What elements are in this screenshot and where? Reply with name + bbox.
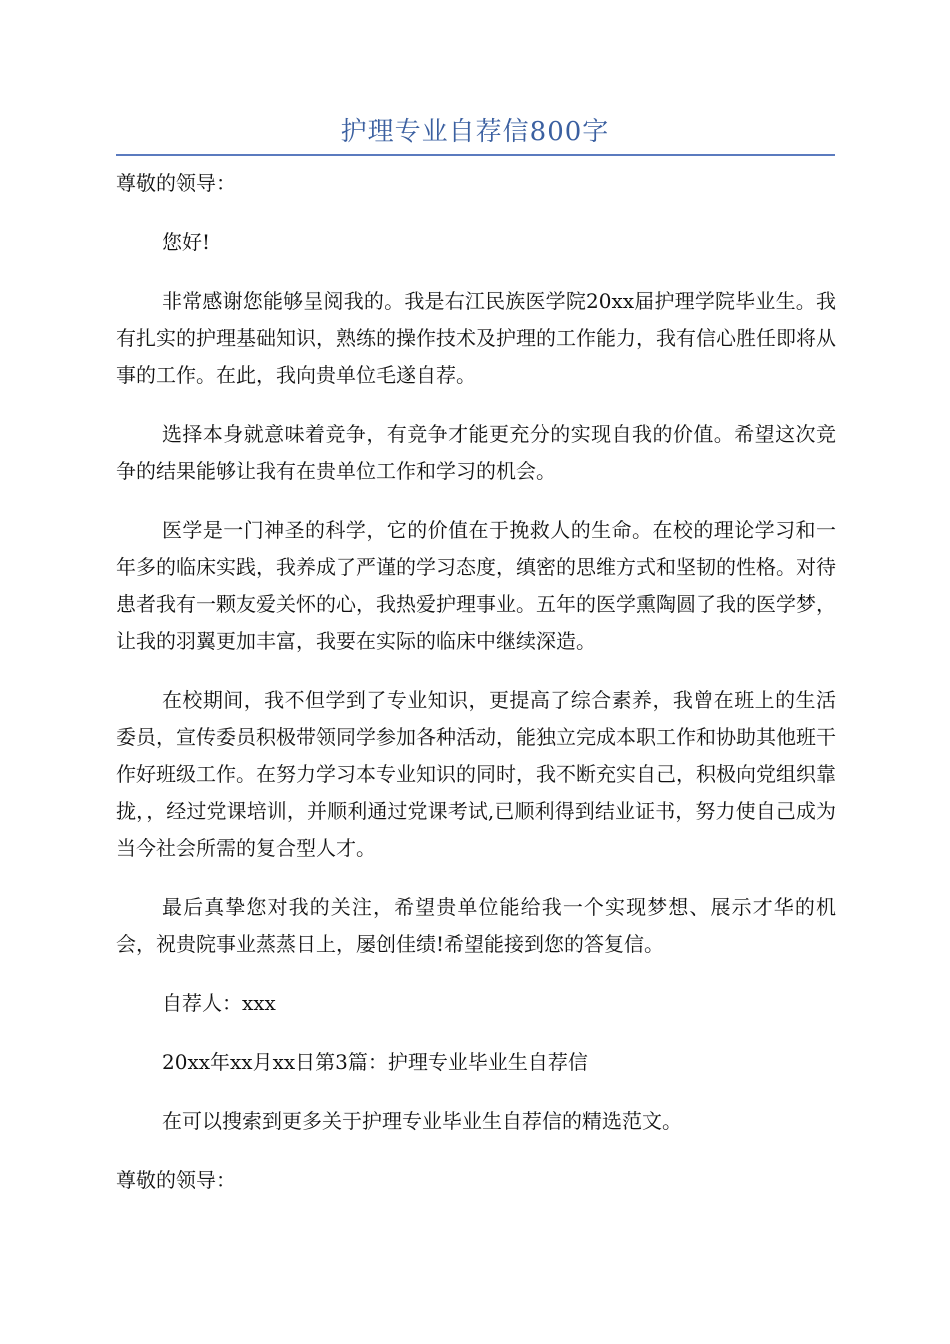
salutation-second: 尊敬的领导： (116, 1168, 236, 1192)
paragraph: 非常感谢您能够呈阅我的。我是右江民族医学院20xx届护理学院毕业生。我有扎实的护理基础知识，熟练的操作技术及护理的工作能力，我有信心胜任即将从事的工作。在此，我向贵单位毛遂自荐。 (116, 289, 836, 387)
date-line: 20xx年xx月xx日第3篇：护理专业毕业生自荐信 (162, 1050, 588, 1074)
salutation: 尊敬的领导： (116, 171, 236, 195)
document-title: 护理专业自荐信800字 (340, 117, 610, 147)
letter-body (116, 150, 836, 1199)
note-line: 在可以搜索到更多关于护理专业毕业生自荐信的精选范文。 (162, 1109, 682, 1133)
paragraph: 在校期间，我不但学到了专业知识，更提高了综合素养，我曾在班上的生活委员，宣传委员积极带领同学参加各种活动，能独立完成本职工作和协助其他班干作好班级工作。在努力学习本专业知识的同时，我不断充实自己，积极向党组织靠拢，，经过党课培训，并顺利通过党课考试,已顺利得到结业证书，努力使自己成为当今社会所需的复合型人才。 (116, 688, 836, 860)
paragraph: 医学是一门神圣的科学，它的价值在于挽救人的生命。在校的理论学习和一年多的临床实践，我养成了严谨的学习态度，缜密的思维方式和坚韧的性格。对待患者我有一颗友爱关怀的心，我热爱护理事业。五年的医学熏陶圆了我的医学梦，让我的羽翼更加丰富，我要在实际的临床中继续深造。 (116, 518, 836, 653)
signature: 自荐人：xxx (162, 991, 276, 1015)
greeting: 您好! (162, 230, 211, 254)
paragraph: 最后真挚您对我的关注，希望贵单位能给我一个实现梦想、展示才华的机会，祝贵院事业蒸蒸日上，屡创佳绩!希望能接到您的答复信。 (116, 895, 836, 956)
paragraph: 选择本身就意味着竞争，有竞争才能更充分的实现自我的价值。希望这次竞争的结果能够让我有在贵单位工作和学习的机会。 (116, 422, 836, 483)
